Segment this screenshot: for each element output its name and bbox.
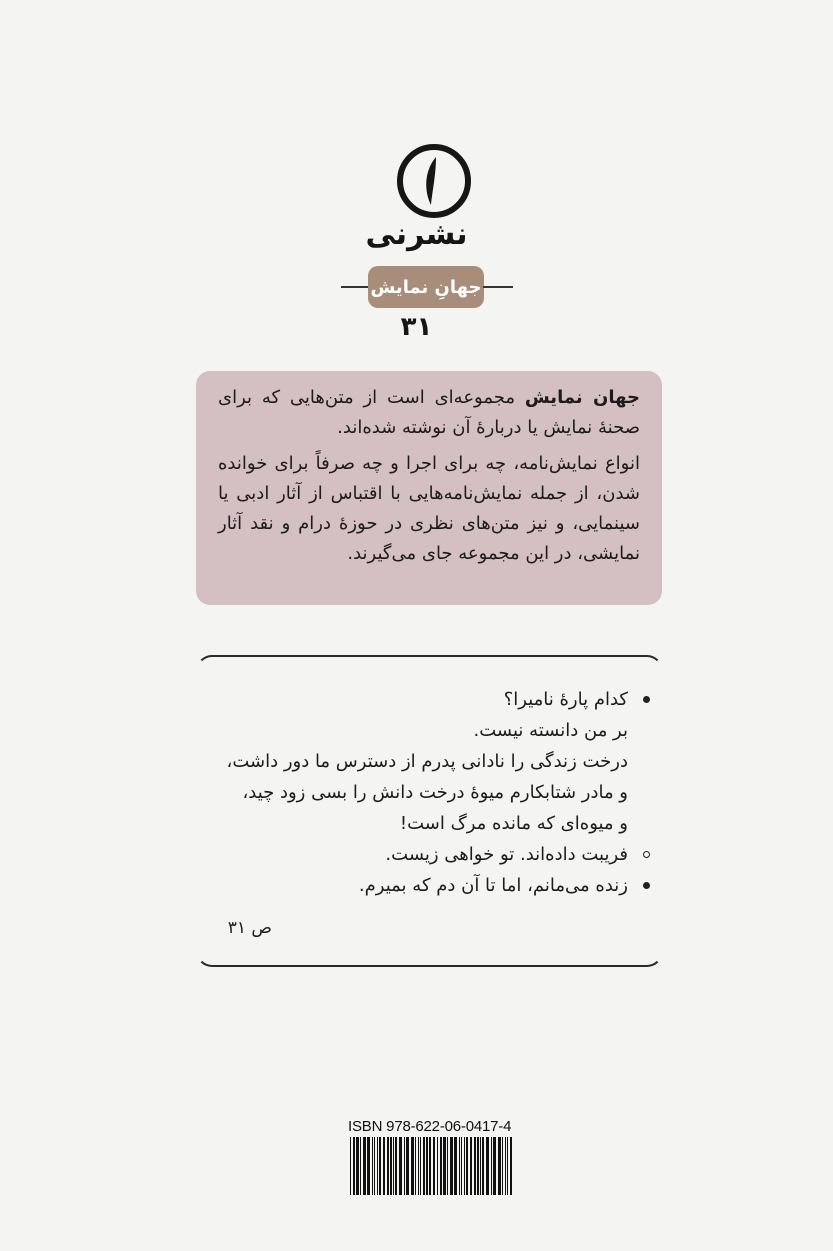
barcode-bar [450, 1137, 453, 1195]
barcode-bar [383, 1137, 385, 1195]
barcode-bar [387, 1137, 389, 1195]
barcode-bar [372, 1137, 373, 1195]
description-paragraph-2: انواع نمایش‌نامه، چه برای اجرا و چه صرفاً برای خوانده شدن، از جمله نمایش‌نامه‌هایی با اقتباس از آثار ادبی یا سینمایی، و نیز متن‌های نظری در حوزهٔ درام و نقد آثار نمایشی، در این مجموعه جای می‌گیرند. [218, 453, 640, 564]
quote-line [214, 870, 644, 901]
barcode-bar [350, 1137, 351, 1195]
description-paragraph-1-text: مجموعه‌ای است از متن‌هایی که برای صحنهٔ نمایش یا دربارهٔ آن نوشته شده‌اند. [218, 387, 640, 438]
isbn-barcode [349, 1137, 514, 1195]
barcode-bar [395, 1137, 397, 1195]
barcode-bar [374, 1137, 375, 1195]
barcode-bar [486, 1137, 489, 1195]
barcode-bar [406, 1137, 409, 1195]
barcode-bar [393, 1137, 394, 1195]
series-divider-left [341, 286, 369, 288]
barcode-bar [356, 1137, 359, 1195]
barcode-bar [418, 1137, 419, 1195]
bullet-icon [643, 882, 650, 889]
barcode-bar [502, 1137, 503, 1195]
barcode-bar [464, 1137, 465, 1195]
barcode-bar [423, 1137, 425, 1195]
barcode-bar [420, 1137, 421, 1195]
series-description [196, 371, 662, 605]
quote-line-text: و مادر شتابکارم میوهٔ درخت دانش را بسی زود چید، [242, 782, 628, 803]
quote-line [214, 715, 644, 746]
barcode-bar [426, 1137, 428, 1195]
barcode-bar [429, 1137, 431, 1195]
barcode-bar [360, 1137, 361, 1195]
barcode-bar [482, 1137, 484, 1195]
quote-line [214, 839, 644, 870]
barcode-bar [440, 1137, 442, 1195]
barcode-bar [474, 1137, 476, 1195]
barcode-bar [379, 1137, 381, 1195]
quote-line [214, 684, 644, 715]
barcode-bar [415, 1137, 416, 1195]
description-paragraph-1 [218, 383, 640, 443]
quote-line [214, 808, 644, 839]
barcode-bar [493, 1137, 496, 1195]
barcode-bar [510, 1137, 512, 1195]
quote-line-text: زنده می‌مانم، اما تا آن دم که بمیرم. [358, 875, 628, 896]
barcode-bar [480, 1137, 481, 1195]
barcode-bar [404, 1137, 405, 1195]
series-title-badge: جهانِ نمایش [368, 266, 484, 308]
isbn-label: ISBN 978-622-06-0417-4 [348, 1118, 512, 1135]
quote-line-text: کدام پارهٔ نامیرا؟ [503, 689, 628, 710]
barcode-bar [454, 1137, 457, 1195]
barcode-bar [505, 1137, 506, 1195]
quote-line-text: فریبت داده‌اند. تو خواهی زیست. [385, 844, 628, 865]
quote-page-reference: ص ۳۱ [227, 918, 272, 938]
hollow-bullet-icon [643, 851, 650, 858]
barcode-bar [507, 1137, 508, 1195]
quote-excerpt [214, 684, 644, 901]
pen-nib-circle-icon [396, 143, 472, 219]
barcode-bar [433, 1137, 435, 1195]
barcode-bar [447, 1137, 448, 1195]
description-bold-lead: جهان نمایش [524, 387, 640, 408]
barcode-bar [498, 1137, 501, 1195]
barcode-bar [443, 1137, 446, 1195]
quote-line-text: و میوه‌ای که مانده مرگ است! [399, 813, 628, 834]
series-number: ۳۱ [400, 312, 433, 342]
barcode-bar [367, 1137, 370, 1195]
bullet-icon [643, 696, 650, 703]
quote-line [214, 746, 644, 777]
quote-line-text: بر من دانسته نیست. [473, 720, 628, 741]
barcode-bar [390, 1137, 392, 1195]
barcode-bar [470, 1137, 472, 1195]
series-divider-right [483, 286, 513, 288]
barcode-bar [353, 1137, 355, 1195]
publisher-name: نشرنی [365, 217, 468, 252]
barcode-bar [411, 1137, 414, 1195]
barcode-bar [437, 1137, 438, 1195]
quote-line [214, 777, 644, 808]
barcode-bar [377, 1137, 378, 1195]
barcode-bar [461, 1137, 462, 1195]
barcode-bar [363, 1137, 366, 1195]
quote-line-text: درخت زندگی را نادانی پدرم از دسترس ما دور داشت، [226, 751, 628, 772]
barcode-bar [459, 1137, 460, 1195]
barcode-bar [399, 1137, 402, 1195]
barcode-bar [466, 1137, 468, 1195]
barcode-bar [491, 1137, 492, 1195]
barcode-bar [477, 1137, 479, 1195]
